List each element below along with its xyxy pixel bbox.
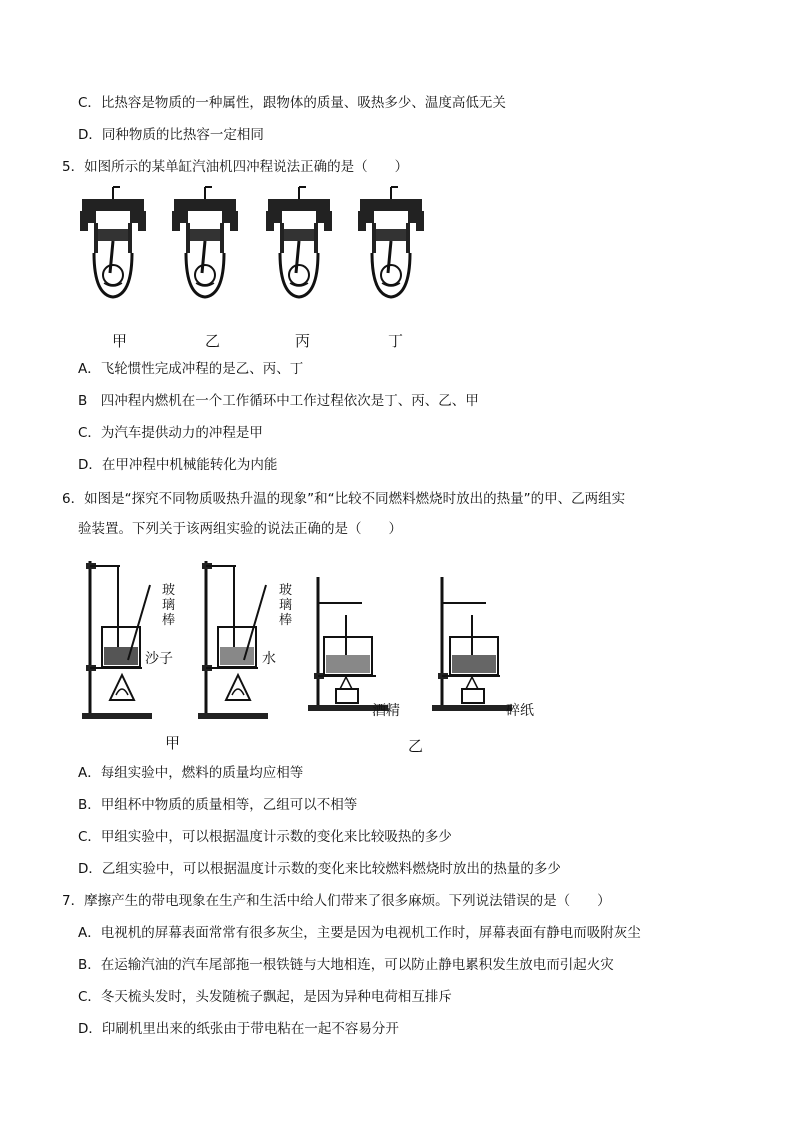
q5-option-b: B 四冲程内燃机在一个工作循环中工作过程依次是丁、丙、乙、甲 bbox=[78, 393, 479, 409]
q6-stem-line2: 验装置。下列关于该两组实验的说法正确的是（ ） bbox=[78, 521, 402, 537]
apparatus-paper bbox=[432, 577, 512, 711]
label-glass-rod-2: 玻璃棒 bbox=[279, 583, 293, 628]
engine-yi bbox=[172, 187, 238, 297]
q4-option-c: C．比热容是物质的一种属性，跟物体的质量、吸热多少、温度高低无关 bbox=[78, 95, 506, 111]
label-paper: 碎纸 bbox=[506, 703, 534, 719]
caption-yi: 乙 bbox=[205, 332, 221, 350]
apparatus-sand bbox=[82, 561, 152, 719]
engine-strokes-figure bbox=[80, 185, 420, 315]
q5-stem: 5．如图所示的某单缸汽油机四冲程说法正确的是（ ） bbox=[62, 159, 409, 175]
label-water: 水 bbox=[262, 651, 276, 667]
q7-option-c: C．冬天梳头发时，头发随梳子飘起，是因为异种电荷相互排斥 bbox=[78, 989, 452, 1005]
q6-option-b: B．甲组杯中物质的质量相等，乙组可以不相等 bbox=[78, 797, 358, 813]
q7-option-d: D．印刷机里出来的纸张由于带电粘在一起不容易分开 bbox=[78, 1021, 399, 1037]
heating-apparatus-figure bbox=[80, 555, 540, 735]
label-sand: 沙子 bbox=[145, 651, 173, 667]
q6-option-c: C．甲组实验中，可以根据温度计示数的变化来比较吸热的多少 bbox=[78, 829, 452, 845]
engine-bing bbox=[266, 187, 332, 297]
q5-option-a: A．飞轮惯性完成冲程的是乙、丙、丁 bbox=[78, 361, 304, 377]
q4-option-d: D．同种物质的比热容一定相同 bbox=[78, 127, 264, 143]
q5-option-c: C．为汽车提供动力的冲程是甲 bbox=[78, 425, 263, 441]
q7-option-b: B．在运输汽油的汽车尾部拖一根铁链与大地相连，可以防止静电累积发生放电而引起火灾 bbox=[78, 957, 614, 973]
q6-option-d: D．乙组实验中，可以根据温度计示数的变化来比较燃料燃烧时放出的热量的多少 bbox=[78, 861, 561, 877]
caption-ding: 丁 bbox=[388, 332, 404, 350]
engine-ding bbox=[358, 187, 424, 297]
q5-option-d: D．在甲冲程中机械能转化为内能 bbox=[78, 457, 278, 473]
q7-option-a: A．电视机的屏幕表面常常有很多灰尘，主要是因为电视机工作时，屏幕表面有静电而吸附灰尘 bbox=[78, 925, 641, 941]
apparatus-alcohol bbox=[308, 577, 388, 711]
caption-group-yi: 乙 bbox=[408, 737, 424, 755]
label-alcohol: 酒精 bbox=[372, 703, 400, 719]
engine-jia bbox=[80, 187, 146, 297]
caption-group-jia: 甲 bbox=[165, 734, 181, 752]
apparatus-water bbox=[198, 561, 268, 719]
caption-bing: 丙 bbox=[295, 332, 311, 350]
caption-jia: 甲 bbox=[112, 332, 128, 350]
q6-stem-line1: 6．如图是“探究不同物质吸热升温的现象”和“比较不同燃料燃烧时放出的热量”的甲、乙两组实 bbox=[62, 491, 626, 507]
q6-option-a: A．每组实验中，燃料的质量均应相等 bbox=[78, 765, 304, 781]
label-glass-rod-1: 玻璃棒 bbox=[162, 583, 176, 628]
q7-stem: 7．摩擦产生的带电现象在生产和生活中给人们带来了很多麻烦。下列说法错误的是（ ） bbox=[62, 893, 611, 909]
